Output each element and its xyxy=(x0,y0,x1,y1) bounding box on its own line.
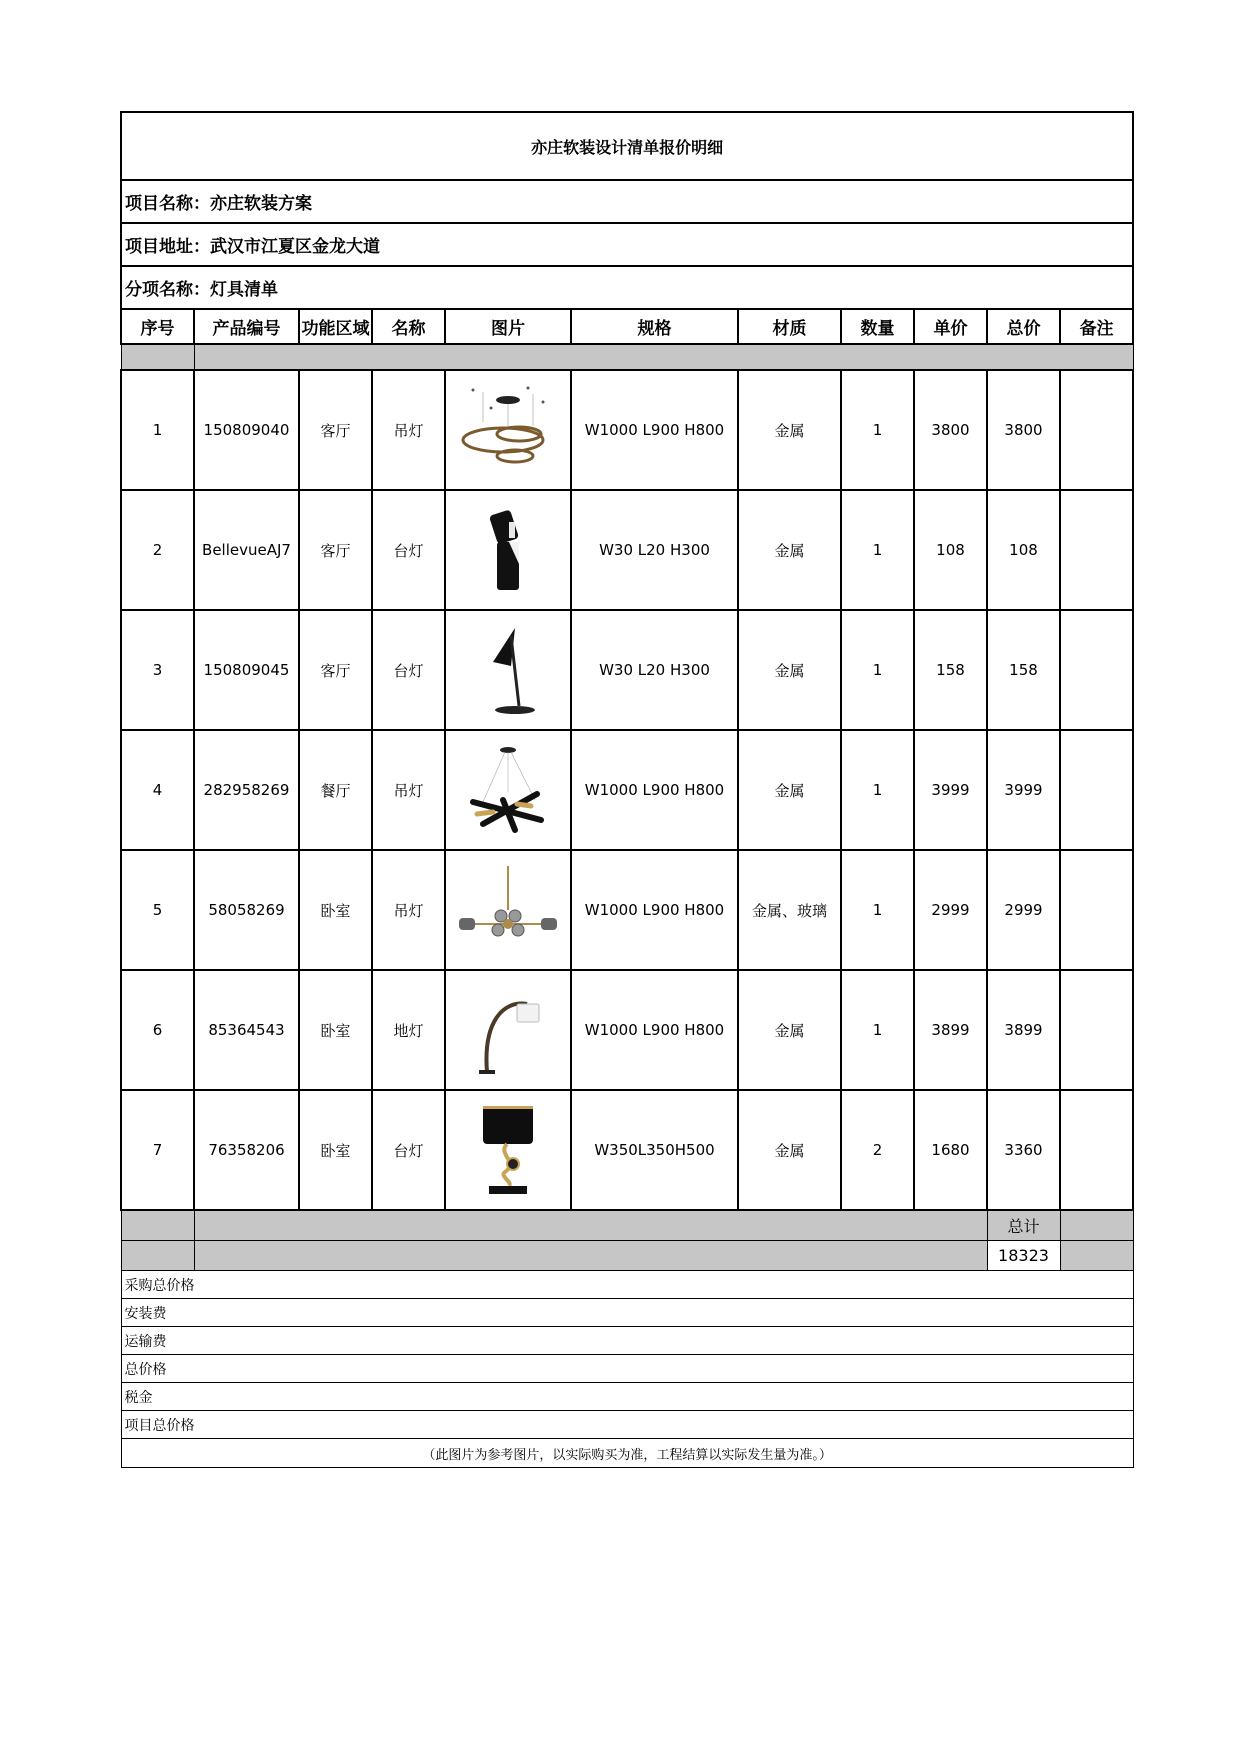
cell-image xyxy=(445,370,571,490)
cell-image xyxy=(445,730,571,850)
sub-item-name: 分项名称：灯具清单 xyxy=(121,266,1133,309)
cell-material: 金属 xyxy=(738,970,841,1090)
header-total: 总价 xyxy=(987,309,1060,344)
header-note: 备注 xyxy=(1060,309,1133,344)
project-name: 项目名称：亦庄软装方案 xyxy=(121,180,1133,223)
cell-total: 108 xyxy=(987,490,1060,610)
cell-unit-price: 3899 xyxy=(914,970,987,1090)
globe-pendant-icon xyxy=(453,862,563,958)
drum-shade-table-lamp-icon xyxy=(453,1102,563,1198)
cell-area: 客厅 xyxy=(299,370,372,490)
cell-total: 3999 xyxy=(987,730,1060,850)
cell-no: 3 xyxy=(121,610,194,730)
cell-name: 吊灯 xyxy=(372,850,445,970)
cell-name: 吊灯 xyxy=(372,730,445,850)
cell-total: 3360 xyxy=(987,1090,1060,1210)
table-row xyxy=(121,370,1133,490)
project-address: 项目地址：武汉市江夏区金龙大道 xyxy=(121,223,1133,266)
summary-label: 总计 xyxy=(987,1210,1060,1241)
disclaimer-note: （此图片为参考图片，以实际购买为准，工程结算以实际发生量为准。） xyxy=(121,1439,1133,1468)
header-qty: 数量 xyxy=(841,309,914,344)
summary-label-row xyxy=(121,1210,1133,1241)
cell-material: 金属 xyxy=(738,370,841,490)
header-no: 序号 xyxy=(121,309,194,344)
cell-no: 6 xyxy=(121,970,194,1090)
cell-no: 7 xyxy=(121,1090,194,1210)
quotation-sheet xyxy=(120,111,1132,1468)
cell-qty: 1 xyxy=(841,730,914,850)
cell-spec: W1000 L900 H800 xyxy=(571,970,738,1090)
cell-image xyxy=(445,970,571,1090)
header-image: 图片 xyxy=(445,309,571,344)
cell-code: 58058269 xyxy=(194,850,299,970)
table-row xyxy=(121,490,1133,610)
cell-no: 2 xyxy=(121,490,194,610)
cell-total: 2999 xyxy=(987,850,1060,970)
cell-spec: W1000 L900 H800 xyxy=(571,730,738,850)
cell-code: 150809045 xyxy=(194,610,299,730)
cell-note xyxy=(1060,610,1133,730)
cell-code: 150809040 xyxy=(194,370,299,490)
cell-area: 卧室 xyxy=(299,1090,372,1210)
arc-floor-lamp-icon xyxy=(453,982,563,1078)
table-row xyxy=(121,850,1133,970)
cell-qty: 1 xyxy=(841,370,914,490)
stick-chandelier-icon xyxy=(453,742,563,838)
cell-image xyxy=(445,490,571,610)
cell-note xyxy=(1060,370,1133,490)
separator-row xyxy=(121,344,1133,370)
cell-note xyxy=(1060,1090,1133,1210)
cell-area: 客厅 xyxy=(299,490,372,610)
table-row xyxy=(121,970,1133,1090)
cell-qty: 2 xyxy=(841,1090,914,1210)
cell-area: 客厅 xyxy=(299,610,372,730)
cell-name: 地灯 xyxy=(372,970,445,1090)
table-row xyxy=(121,610,1133,730)
cell-area: 卧室 xyxy=(299,970,372,1090)
cell-spec: W1000 L900 H800 xyxy=(571,850,738,970)
cell-total: 3800 xyxy=(987,370,1060,490)
header-row xyxy=(121,309,1133,344)
cell-note xyxy=(1060,490,1133,610)
cell-spec: W1000 L900 H800 xyxy=(571,370,738,490)
table-row xyxy=(121,1090,1133,1210)
cell-no: 4 xyxy=(121,730,194,850)
cell-unit-price: 1680 xyxy=(914,1090,987,1210)
footer-purchase-total: 采购总价格 xyxy=(121,1271,1133,1299)
header-material: 材质 xyxy=(738,309,841,344)
cell-code: 76358206 xyxy=(194,1090,299,1210)
cell-material: 金属 xyxy=(738,730,841,850)
cell-unit-price: 2999 xyxy=(914,850,987,970)
summary-value: 18323 xyxy=(987,1241,1060,1271)
cell-no: 5 xyxy=(121,850,194,970)
header-code: 产品编号 xyxy=(194,309,299,344)
cell-image xyxy=(445,610,571,730)
cell-name: 吊灯 xyxy=(372,370,445,490)
cell-qty: 1 xyxy=(841,490,914,610)
cell-unit-price: 3800 xyxy=(914,370,987,490)
cell-total: 3899 xyxy=(987,970,1060,1090)
header-name: 名称 xyxy=(372,309,445,344)
cell-unit-price: 158 xyxy=(914,610,987,730)
angled-table-lamp-icon xyxy=(453,622,563,718)
quotation-table xyxy=(120,111,1134,1468)
cell-note xyxy=(1060,970,1133,1090)
cell-code: BellevueAJ7 xyxy=(194,490,299,610)
cell-spec: W350L350H500 xyxy=(571,1090,738,1210)
footer-total-price: 总价格 xyxy=(121,1355,1133,1383)
cell-qty: 1 xyxy=(841,610,914,730)
cell-image xyxy=(445,850,571,970)
cell-total: 158 xyxy=(987,610,1060,730)
footer-shipping-fee: 运输费 xyxy=(121,1327,1133,1355)
footer-installation-fee: 安装费 xyxy=(121,1299,1133,1327)
summary-value-row xyxy=(121,1241,1133,1271)
cell-material: 金属 xyxy=(738,1090,841,1210)
cell-material: 金属、玻璃 xyxy=(738,850,841,970)
footer-project-total: 项目总价格 xyxy=(121,1411,1133,1439)
header-unit-price: 单价 xyxy=(914,309,987,344)
cell-qty: 1 xyxy=(841,850,914,970)
cell-code: 282958269 xyxy=(194,730,299,850)
footer-tax: 税金 xyxy=(121,1383,1133,1411)
header-area: 功能区域 xyxy=(299,309,372,344)
cylinder-table-lamp-icon xyxy=(453,502,563,598)
cell-spec: W30 L20 H300 xyxy=(571,610,738,730)
table-row xyxy=(121,730,1133,850)
cell-qty: 1 xyxy=(841,970,914,1090)
cell-note xyxy=(1060,850,1133,970)
cell-area: 卧室 xyxy=(299,850,372,970)
cell-no: 1 xyxy=(121,370,194,490)
cell-area: 餐厅 xyxy=(299,730,372,850)
cell-unit-price: 108 xyxy=(914,490,987,610)
cell-material: 金属 xyxy=(738,490,841,610)
header-spec: 规格 xyxy=(571,309,738,344)
cell-code: 85364543 xyxy=(194,970,299,1090)
cell-name: 台灯 xyxy=(372,1090,445,1210)
cell-material: 金属 xyxy=(738,610,841,730)
cell-image xyxy=(445,1090,571,1210)
cell-name: 台灯 xyxy=(372,490,445,610)
cell-name: 台灯 xyxy=(372,610,445,730)
ring-chandelier-icon xyxy=(453,382,563,478)
cell-unit-price: 3999 xyxy=(914,730,987,850)
cell-note xyxy=(1060,730,1133,850)
sheet-title: 亦庄软装设计清单报价明细 xyxy=(121,112,1133,180)
cell-spec: W30 L20 H300 xyxy=(571,490,738,610)
